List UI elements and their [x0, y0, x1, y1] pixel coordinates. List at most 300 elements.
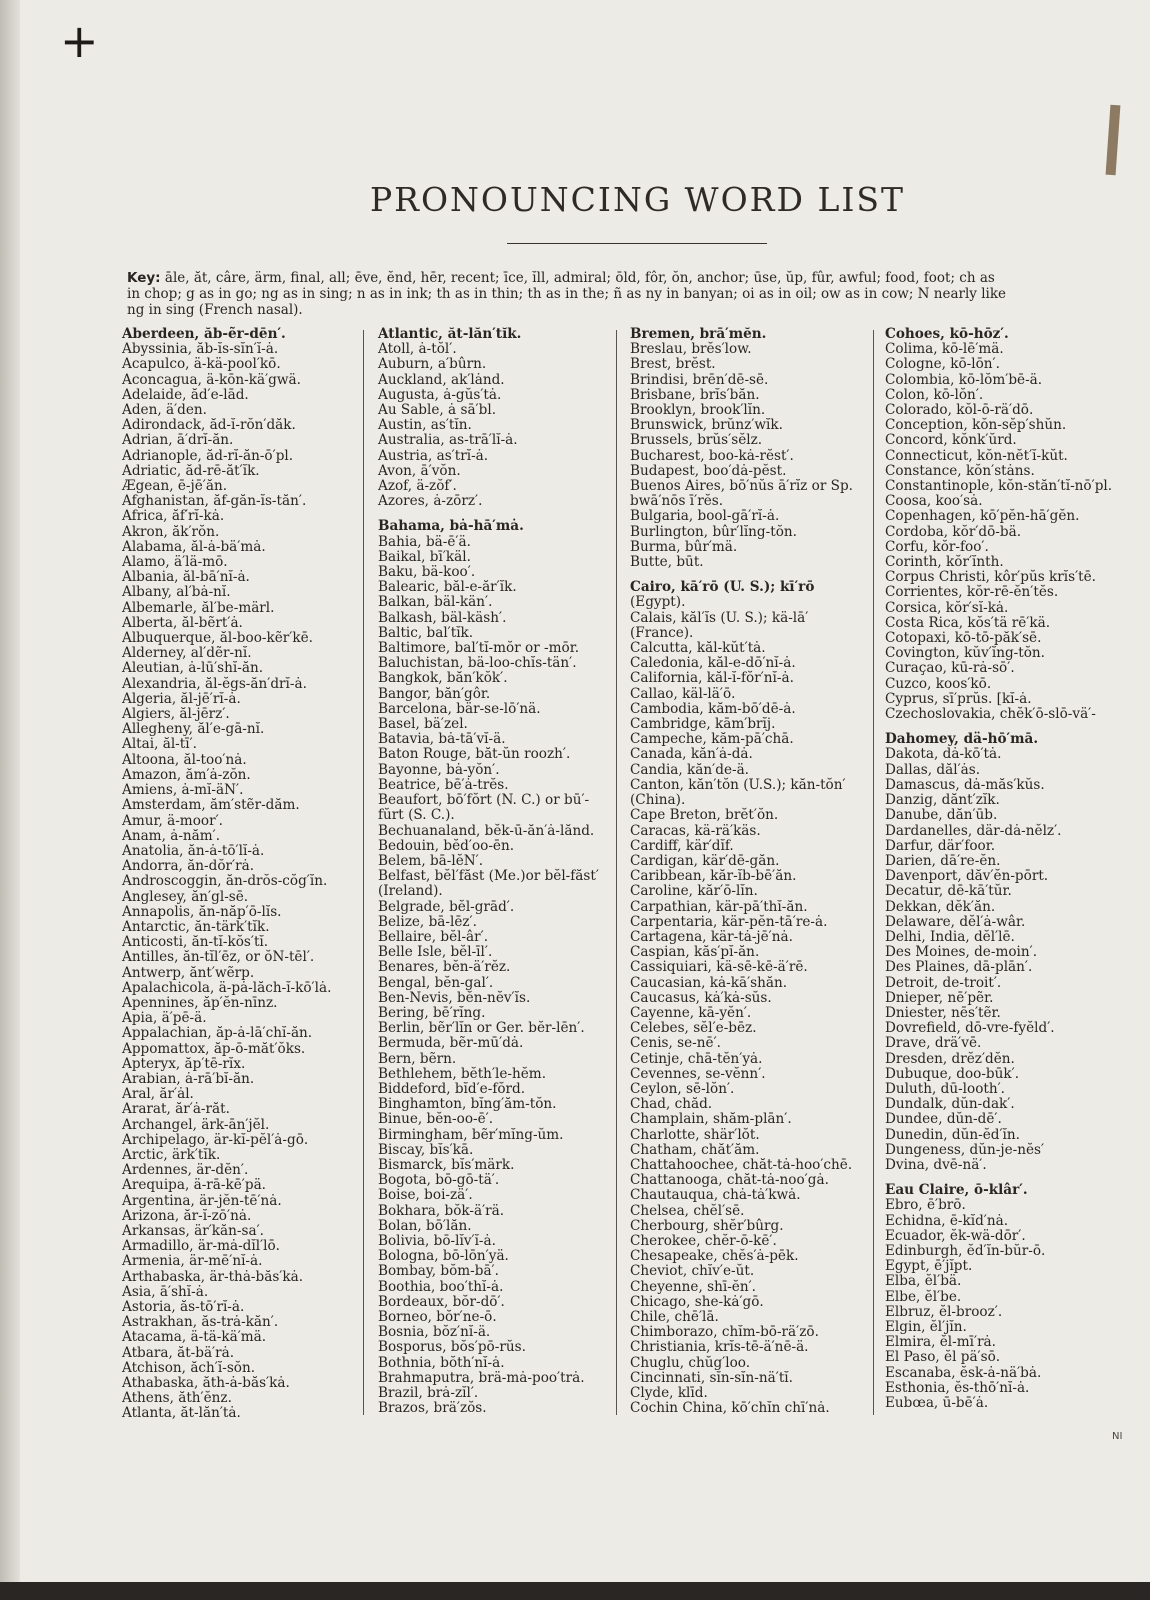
word-entry: Chicago, she-kȧ′gō.: [630, 1293, 764, 1310]
word-entry: Callao, käl-lä′ō.: [630, 685, 736, 702]
word-entry: Africa, ăf′rĭ-kȧ.: [122, 508, 225, 525]
word-entry: Atacama, ä-tä-kä′mä.: [122, 1329, 267, 1346]
word-entry: Acapulco, ä-kä-pool′kō.: [122, 356, 281, 373]
page-title: PRONOUNCING WORD LIST: [369, 180, 906, 219]
word-entry: Athens, ăth′ĕnz.: [122, 1390, 232, 1407]
word-entry: Andorra, ăn-dŏr′rȧ.: [122, 858, 255, 875]
word-entry: Ebro, ē′brō.: [885, 1197, 966, 1214]
word-entry: Copenhagen, kō′pĕn-hā′gĕn.: [885, 508, 1080, 525]
word-entry: Corrientes, kŏr-rē-ĕn′tĕs.: [885, 584, 1059, 601]
word-entry: Augusta, ȧ-gŭs′tȧ.: [378, 386, 502, 403]
word-entry: Alamo, ä′lä-mō.: [122, 554, 228, 571]
word-entry: Budapest, boo′dȧ-pĕst.: [630, 462, 787, 479]
word-column-3: [630, 327, 880, 1416]
word-entry: (Egypt).: [630, 594, 686, 611]
word-entry: Egypt, ē′jĭpt.: [885, 1258, 973, 1275]
word-entry: Dundee, dŭn-dē′.: [885, 1111, 1002, 1128]
word-entry: Curaçao, kū-rȧ-sō′.: [885, 660, 1015, 677]
word-entry: Caspian, kăs′pĭ-ăn.: [630, 944, 760, 961]
word-entry: Avon, ā′vŏn.: [378, 462, 461, 479]
word-entry: Charlotte, shär′lŏt.: [630, 1126, 760, 1143]
word-entry: Cyprus, sī′prŭs. [kĭ-ȧ.: [885, 690, 1032, 707]
word-entry: Corpus Christi, kôr′pŭs krĭs′tē.: [885, 569, 1097, 586]
word-entry: Alderney, al′dẽr-nĭ.: [122, 645, 252, 662]
word-entry: Bedouin, bĕd′oo-ēn.: [378, 837, 515, 854]
column-divider: [363, 330, 364, 1415]
word-entry: Apennines, ăp′ĕn-nīnz.: [122, 994, 278, 1011]
word-entry: Belfast, bĕl′făst (Me.)or bĕl-făst′: [378, 868, 599, 885]
word-entry: Buenos Aires, bō′nŭs ā′rĭz or Sp.: [630, 478, 853, 495]
word-entry: Cordoba, kŏr′dō-bä.: [885, 523, 1022, 540]
word-entry: Bologna, bō-lōn′yä.: [378, 1248, 509, 1265]
word-entry: Cayenne, kā-yĕn′.: [630, 1004, 752, 1021]
word-entry: Dundalk, dŭn-dak′.: [885, 1096, 1015, 1113]
word-entry: Bosporus, bŏs′pō-rŭs.: [378, 1339, 526, 1356]
word-entry: Amiens, ȧ-mĭ-äN′.: [122, 782, 244, 799]
word-entry: Barcelona, bär-se-lō′nä.: [378, 700, 541, 717]
word-entry: Anglesey, ăn′gl-sē.: [122, 888, 249, 905]
word-entry: Clyde, klīd.: [630, 1385, 708, 1402]
word-entry: Bengal, bĕn-gal′.: [378, 974, 494, 991]
word-entry: Altai, ăl-tī′.: [122, 736, 197, 753]
word-entry: California, kăl-ĭ-fŏr′nĭ-ȧ.: [630, 670, 794, 687]
word-entry: bwā′nōs ī′rĕs.: [630, 493, 724, 510]
word-entry: Aconcagua, ä-kōn-kä′gwä.: [122, 371, 301, 388]
word-entry: fŭrt (S. C.).: [378, 807, 455, 824]
word-entry: Carpentaria, kär-pĕn-tā′re-ȧ.: [630, 913, 828, 930]
word-entry: Echidna, ē-kĭd′nȧ.: [885, 1212, 1009, 1229]
word-entry: Bulgaria, bool-gā′rĭ-ȧ.: [630, 508, 780, 525]
word-entry: Dallas, dăl′ȧs.: [885, 761, 981, 778]
word-entry: Bolan, bō′lăn.: [378, 1217, 472, 1234]
key-line-2: in chop; g as in go; ng as in sing; n as in ink; th as in thin; th as in the; ñ as ny in banyan; oi as in oil; ow as in cow; N nearly like: [127, 286, 1007, 302]
word-entry: Baku, bä-koo′.: [378, 564, 476, 581]
word-entry: Brooklyn, brook′lĭn.: [630, 402, 766, 419]
word-entry: Christiania, krĭs-tē-ä′nē-ä.: [630, 1339, 809, 1356]
word-entry: Chattanooga, chăt-tȧ-noo′gȧ.: [630, 1172, 829, 1189]
word-entry: Bangor, băn′gôr.: [378, 685, 491, 702]
word-entry: Antarctic, ăn-tärk′tĭk.: [122, 918, 270, 935]
word-entry: (France).: [630, 624, 694, 641]
word-entry: Eubœa, ū-bē′ȧ.: [885, 1395, 989, 1412]
word-entry: Elbruz, ĕl-brooz′.: [885, 1303, 1003, 1320]
key-line-3: ng in sing (French nasal).: [127, 302, 303, 318]
word-entry: Bombay, bŏm-bā′.: [378, 1263, 499, 1280]
word-entry: Anam, ȧ-năm′.: [122, 827, 221, 844]
word-entry: Darfur, där′foor.: [885, 837, 996, 854]
word-entry: Brindisi, brēn′dē-sē.: [630, 371, 769, 388]
word-entry: Cotopaxi, kō-tō-păk′sē.: [885, 630, 1042, 647]
word-entry: Cheviot, chĭv′e-ŭt.: [630, 1263, 755, 1280]
word-entry: Elbe, ĕl′be.: [885, 1288, 962, 1305]
word-entry: Baton Rouge, băt-ŭn roozh′.: [378, 746, 571, 763]
word-entry: Bangkok, băn′kŏk′.: [378, 670, 508, 687]
word-entry: Ben-Nevis, bĕn-nĕv′ĭs.: [378, 989, 531, 1006]
word-entry: Belem, bā-lĕN′.: [378, 852, 484, 869]
word-entry: Apalachicola, ä-pȧ-lăch-ĭ-kō′lȧ.: [122, 979, 332, 996]
word-entry: Dahomey, dä-hō′mā.: [885, 731, 1039, 748]
word-entry: Duluth, dū-looth′.: [885, 1080, 1006, 1097]
word-entry: Apteryx, ăp′tē-rĭx.: [122, 1055, 246, 1072]
word-entry: Dunedin, dŭn-ĕd′ĭn.: [885, 1126, 1020, 1143]
word-entry: Arkansas, är′kăn-sa′.: [122, 1222, 264, 1239]
word-entry: Delhi, India, dĕl′lē.: [885, 928, 1015, 945]
word-entry: Costa Rica, kŏs′tä rē′kä.: [885, 614, 1051, 631]
word-entry: (China).: [630, 792, 686, 809]
word-entry: Allegheny, ăl′e-gā-nĭ.: [122, 721, 265, 738]
word-entry: Auckland, ak′lȧnd.: [378, 371, 505, 388]
word-entry: Chesapeake, chĕs′ȧ-pēk.: [630, 1248, 799, 1265]
word-entry: Dardanelles, där-dȧ-nĕlz′.: [885, 822, 1062, 839]
word-entry: Adrianople, ăd-rĭ-ăn-ō′pl.: [122, 447, 294, 464]
word-entry: Cherbourg, shĕr′bûrg.: [630, 1217, 784, 1234]
word-entry: Antilles, ăn-tĭl′ēz, or ŏN-tēl′.: [122, 949, 315, 966]
word-entry: Brazos, brä′zŏs.: [378, 1400, 487, 1417]
word-entry: Bremen, brā′mĕn.: [630, 326, 767, 342]
word-entry: Androscoggin, ăn-drŏs-cŏg′ĭn.: [122, 873, 328, 890]
word-entry: Bordeaux, bŏr-dō′.: [378, 1293, 505, 1310]
word-entry: Amazon, ăm′ȧ-zŏn.: [122, 766, 251, 783]
word-entry: Balkan, bäl-kän′.: [378, 594, 493, 611]
word-entry: Cologne, kō-lōn′.: [885, 356, 1000, 373]
word-entry: Balearic, băl-e-ăr′ĭk.: [378, 579, 517, 596]
word-entry: Arctic, ärk′tĭk.: [122, 1146, 221, 1163]
word-entry: Cheyenne, shī-ĕn′.: [630, 1278, 757, 1295]
word-entry: Candia, kăn′de-ä.: [630, 761, 750, 778]
word-entry: Algiers, ăl-jērz′.: [122, 706, 230, 723]
word-entry: Corsica, kŏr′sĭ-kȧ.: [885, 599, 1009, 616]
word-entry: Bahama, bȧ-hā′mȧ.: [378, 518, 524, 535]
word-entry: Darien, dā′re-ĕn.: [885, 852, 1001, 869]
word-entry: Astrakhan, ăs-trȧ-kăn′.: [122, 1314, 279, 1331]
word-entry: Chuglu, chŭg′loo.: [630, 1354, 751, 1371]
word-entry: Appomattox, ăp-ō-măt′ŏks.: [122, 1040, 306, 1057]
word-entry: Biscay, bĭs′kā.: [378, 1141, 474, 1158]
word-entry: Brest, brĕst.: [630, 356, 716, 373]
word-entry: Chile, chē′lā.: [630, 1309, 719, 1325]
word-entry: Armenia, är-mē′nĭ-ȧ.: [122, 1253, 263, 1270]
word-entry: Berlin, bẽr′lĭn or Ger. bĕr-lēn′.: [378, 1020, 585, 1037]
word-entry: Balkash, bäl-käsh′.: [378, 609, 507, 626]
word-entry: Dniester, nēs′tẽr.: [885, 1004, 1001, 1021]
word-entry: Des Moines, de-moin′.: [885, 944, 1038, 961]
word-entry: Colima, kō-lē′mä.: [885, 341, 1004, 358]
word-entry: Archipelago, är-kĭ-pĕl′ȧ-gō.: [122, 1131, 309, 1148]
word-entry: Alberta, ăl-bẽrt′ȧ.: [122, 614, 243, 631]
word-entry: Adriatic, ăd-rē-ăt′ĭk.: [122, 462, 260, 479]
title-rule: [507, 243, 767, 244]
word-entry: Baltic, bal′tĭk.: [378, 624, 474, 641]
word-entry: Bellaire, bĕl-âr′.: [378, 928, 489, 945]
word-column-2: [378, 327, 628, 1416]
word-entry: Anticosti, ăn-tĭ-kŏs′tĭ.: [122, 934, 269, 951]
word-entry: Belize, bā-lēz′.: [378, 913, 477, 930]
word-entry: Bermuda, bẽr-mū′dȧ.: [378, 1035, 524, 1052]
word-entry: Binue, bĕn-oo-ē′.: [378, 1111, 494, 1128]
word-entry: Alabama, ăl-ȧ-bä′mȧ.: [122, 538, 266, 555]
word-entry: Cambridge, kām′brĭj.: [630, 716, 776, 733]
word-entry: Arizona, ăr-ĭ-zō′nȧ.: [122, 1207, 252, 1224]
word-entry: Atlantic, ăt-lăn′tĭk.: [378, 326, 522, 342]
word-entry: Cherokee, chĕr-ō-kē′.: [630, 1232, 777, 1249]
word-entry: Archangel, ärk-ān′jĕl.: [122, 1116, 270, 1133]
word-entry: Cassiquiari, kä-sē-kē-ä′rē.: [630, 959, 808, 976]
word-entry: Baltimore, bal′tĭ-mŏr or -mōr.: [378, 640, 580, 657]
word-entry: Atlanta, ăt-lăn′tȧ.: [122, 1405, 241, 1422]
word-entry: Cairo, kā′rō (U. S.); kī′rō: [630, 579, 815, 596]
word-entry: Cambodia, kăm-bō′dē-ȧ.: [630, 700, 796, 717]
word-entry: Coosa, koo′sȧ.: [885, 493, 983, 510]
word-entry: Dresden, drĕz′dĕn.: [885, 1050, 1015, 1067]
word-entry: Conception, kŏn-sĕp′shŭn.: [885, 417, 1067, 434]
word-entry: Cochin China, kō′chĭn chī′nȧ.: [630, 1400, 830, 1417]
word-entry: Ægean, ē-jē′ăn.: [122, 478, 228, 495]
word-entry: Adrian, ā′drĭ-ăn.: [122, 432, 234, 449]
word-entry: Anatolia, ăn-ȧ-tō′lĭ-ȧ.: [122, 842, 265, 859]
word-entry: Arabian, ȧ-rā′bĭ-ăn.: [122, 1070, 255, 1087]
word-entry: Azof, ä-zŏf′.: [378, 478, 457, 495]
word-entry: El Paso, ĕl pä′sō.: [885, 1349, 1001, 1366]
word-entry: Boise, boi-zä′.: [378, 1187, 473, 1204]
word-entry: Davenport, dăv′ĕn-pōrt.: [885, 868, 1049, 885]
word-entry: Auburn, a′bûrn.: [378, 356, 487, 373]
word-entry: Chelsea, chĕl′sē.: [630, 1202, 745, 1219]
word-entry: Abyssinia, ăb-ĭs-sĭn′ĭ-ȧ.: [122, 341, 279, 358]
word-entry: Arequipa, ä-rā-kē′pä.: [122, 1177, 267, 1194]
word-entry: Algeria, ăl-jē′rĭ-ȧ.: [122, 690, 241, 707]
word-entry: Adelaide, ăd′e-lād.: [122, 386, 249, 403]
word-entry: Ararat, ăr′ȧ-răt.: [122, 1101, 230, 1118]
word-entry: Au Sable, ȧ sā′bl.: [378, 402, 497, 419]
word-entry: Caroline, kăr′ō-lĭn.: [630, 883, 758, 900]
word-entry: Constantinople, kŏn-stăn′tĭ-nō′pl.: [885, 478, 1113, 495]
word-entry: Chattahoochee, chăt-tȧ-hoo′chē.: [630, 1156, 853, 1173]
word-entry: Aden, ä′den.: [122, 402, 207, 419]
word-entry: Appalachian, ăp-ȧ-lā′chĭ-ăn.: [122, 1025, 313, 1042]
word-entry: Australia, as-trā′lĭ-ȧ.: [378, 432, 518, 449]
word-entry: Cohoes, kō-hōz′.: [885, 326, 1009, 342]
word-entry: Baluchistan, bä-loo-chĭs-tän′.: [378, 655, 577, 672]
word-entry: Delaware, dĕl′ȧ-wâr.: [885, 913, 1026, 930]
word-entry: Ecuador, ĕk-wä-dōr′.: [885, 1227, 1026, 1244]
word-entry: Danube, dăn′ūb.: [885, 807, 998, 824]
word-entry: Decatur, dē-kā′tŭr.: [885, 883, 1012, 900]
word-entry: Afghanistan, ăf-găn-ĭs-tăn′.: [122, 493, 307, 510]
word-entry: Campeche, kăm-pā′chā.: [630, 731, 794, 748]
word-entry: Austria, as′trĭ-ȧ.: [378, 447, 489, 464]
word-entry: Asia, ā′shĭ-ȧ.: [122, 1283, 209, 1300]
word-entry: Albemarle, ăl′be-märl.: [122, 599, 275, 616]
word-entry: Bucharest, boo-kȧ-rĕst′.: [630, 447, 794, 464]
footer-mark: NI: [1112, 1431, 1123, 1442]
word-entry: Edinburgh, ĕd′ĭn-bŭr-ō.: [885, 1242, 1046, 1259]
word-entry: Aberdeen, ăb-ẽr-dēn′.: [122, 326, 286, 342]
word-entry: Elmira, ĕl-mī′rȧ.: [885, 1334, 996, 1351]
word-entry: Amsterdam, ăm′stẽr-dăm.: [122, 797, 300, 814]
word-entry: Biddeford, bĭd′e-fŏrd.: [378, 1080, 526, 1097]
word-entry: Butte, būt.: [630, 554, 704, 571]
word-entry: Aleutian, ȧ-lū′shĭ-ăn.: [122, 660, 264, 677]
word-entry: Austin, as′tĭn.: [378, 417, 472, 434]
column-divider: [873, 330, 874, 1415]
word-entry: Albany, al′bȧ-nĭ.: [122, 584, 231, 601]
word-entry: Brisbane, brĭs′băn.: [630, 386, 760, 403]
word-entry: Dekkan, dĕk′ăn.: [885, 898, 996, 915]
word-entry: Apia, ä′pē-ä.: [122, 1010, 207, 1027]
word-entry: Des Plaines, dā-plān′.: [885, 959, 1033, 976]
word-entry: Constance, kŏn′stȧns.: [885, 462, 1035, 479]
word-entry: Chimborazo, chĭm-bō-rä′zō.: [630, 1324, 819, 1341]
word-entry: Detroit, de-troit′.: [885, 974, 1002, 991]
word-entry: Burlington, bûr′lĭng-tŏn.: [630, 523, 797, 540]
word-entry: Bechuanaland, bĕk-ū-ăn′ȧ-lănd.: [378, 822, 595, 839]
word-entry: Bogota, bō-gō-tä′.: [378, 1172, 500, 1189]
word-entry: Birmingham, bẽr′mĭng-ŭm.: [378, 1126, 564, 1143]
word-entry: Ceylon, sē-lŏn′.: [630, 1080, 735, 1097]
word-entry: Dnieper, nē′pẽr.: [885, 989, 994, 1006]
word-entry: Cevennes, se-vĕnn′.: [630, 1065, 766, 1082]
word-entry: Alexandria, ăl-ĕgs-ăn′drĭ-ȧ.: [122, 675, 307, 692]
word-entry: Amur, ä-moor′.: [122, 812, 223, 829]
word-entry: Benares, bĕn-ä′rĕz.: [378, 959, 511, 976]
word-entry: Antwerp, ănt′wẽrp.: [122, 964, 255, 981]
word-entry: Danzig, dănt′zĭk.: [885, 792, 1000, 809]
word-entry: Akron, ăk′rŏn.: [122, 523, 220, 540]
word-entry: Covington, kŭv′ĭng-tŏn.: [885, 645, 1045, 662]
word-entry: Chautauqua, chȧ-tȧ′kwȧ.: [630, 1187, 801, 1204]
word-entry: Czechoslovakia, chĕk′ō-slō-vä′-: [885, 706, 1096, 723]
word-entry: Elba, ĕl′bä.: [885, 1273, 962, 1290]
word-entry: Brunswick, brŭnz′wĭk.: [630, 417, 783, 434]
word-entry: Bokhara, bŏk-ä′rä.: [378, 1202, 505, 1219]
column-divider: [616, 330, 617, 1415]
word-entry: Atchison, ăch′ĭ-sŏn.: [122, 1359, 256, 1376]
word-entry: Dovrefield, dō-vre-fyĕld′.: [885, 1020, 1055, 1037]
word-entry: Canton, kăn′tŏn (U.S.); kăn-tŏn′: [630, 776, 846, 793]
word-entry: Esthonia, ĕs-thō′nĭ-ȧ.: [885, 1379, 1030, 1396]
word-entry: Bern, bẽrn.: [378, 1050, 457, 1067]
word-entry: Bayonne, bȧ-yŏn′.: [378, 761, 500, 778]
word-entry: Albania, ăl-bā′nĭ-ȧ.: [122, 569, 250, 586]
word-entry: Colorado, kŏl-ō-rä′dō.: [885, 402, 1034, 419]
word-entry: Binghamton, bĭng′ăm-tŏn.: [378, 1096, 557, 1113]
word-entry: Brahmaputra, brä-mȧ-poo′trȧ.: [378, 1369, 585, 1386]
word-entry: Borneo, bŏr′ne-ō.: [378, 1309, 497, 1325]
word-column-4: [885, 327, 1150, 1411]
word-entry: Dungeness, dŭn-je-nĕs′: [885, 1141, 1045, 1158]
word-entry: Caledonia, kăl-e-dō′nĭ-ȧ.: [630, 655, 796, 672]
word-entry: Belle Isle, bĕl-īl′.: [378, 944, 493, 961]
word-entry: Armadillo, är-mȧ-dĭl′lō.: [122, 1238, 281, 1255]
word-entry: Cetinje, chā-tĕn′yȧ.: [630, 1050, 763, 1067]
key-line-1: āle, ăt, câre, ärm, final, all; ēve, ĕnd, hēr, recent; īce, ĭll, admiral; ōld, fôr, ŏn, anchor; ūse, ŭp, fûr, awful; food, foot; ch as: [164, 270, 995, 286]
word-entry: Belgrade, bĕl-grād′.: [378, 898, 515, 915]
word-entry: Bothnia, bŏth′nĭ-ȧ.: [378, 1354, 505, 1371]
word-entry: Bismarck, bĭs′märk.: [378, 1156, 515, 1173]
word-entry: Connecticut, kŏn-nĕt′ĭ-kŭt.: [885, 447, 1068, 464]
word-entry: Albuquerque, ăl-boo-kẽr′kē.: [122, 630, 313, 647]
word-entry: Bolivia, bō-lĭv′ĭ-ȧ.: [378, 1232, 496, 1249]
word-entry: Champlain, shăm-plān′.: [630, 1111, 792, 1128]
word-entry: Caucasus, kȧ′kȧ-sŭs.: [630, 989, 772, 1006]
word-entry: Arthabaska, är-thȧ-băs′kȧ.: [122, 1268, 304, 1285]
word-entry: Carpathian, kär-pā′thĭ-ăn.: [630, 898, 808, 915]
word-entry: Dakota, dȧ-kō′tȧ.: [885, 746, 1002, 763]
word-entry: Burma, bûr′mä.: [630, 538, 738, 555]
word-entry: Boothia, boo′thĭ-ȧ.: [378, 1278, 504, 1295]
word-entry: Azores, ȧ-zōrz′.: [378, 493, 483, 510]
word-entry: Brazil, brȧ-zĭl′.: [378, 1385, 479, 1402]
word-entry: Cartagena, kär-tȧ-jē′nȧ.: [630, 928, 793, 945]
word-entry: Drave, drä′vē.: [885, 1035, 982, 1052]
word-entry: Damascus, dȧ-măs′kŭs.: [885, 776, 1045, 793]
word-entry: Astoria, ăs-tō′rĭ-ȧ.: [122, 1299, 245, 1315]
tape-mark: [1106, 105, 1121, 176]
word-entry: Chatham, chăt′ăm.: [630, 1141, 760, 1158]
word-entry: Altoona, ăl-too′nȧ.: [122, 751, 247, 768]
word-entry: Beaufort, bō′fŏrt (N. C.) or bū′-: [378, 792, 590, 809]
word-entry: Corinth, kŏr′ĭnth.: [885, 554, 1004, 571]
word-column-1: [122, 327, 372, 1422]
key-label: Key:: [127, 270, 161, 286]
word-entry: Beatrice, bē′ȧ-trĕs.: [378, 776, 509, 793]
word-entry: Dvina, dvē-nä′.: [885, 1156, 987, 1173]
word-entry: Cape Breton, brĕt′ŏn.: [630, 807, 779, 824]
word-entry: Aral, ăr′ȧl.: [122, 1086, 194, 1103]
word-entry: Escanaba, ĕsk-ȧ-nä′bȧ.: [885, 1364, 1042, 1381]
word-entry: Corfu, kŏr-foo′.: [885, 538, 989, 555]
word-entry: Brussels, brŭs′sĕlz.: [630, 432, 763, 449]
word-entry: Dubuque, doo-būk′.: [885, 1065, 1020, 1082]
word-entry: Argentina, är-jĕn-tē′nȧ.: [122, 1192, 282, 1209]
word-entry: Canada, kăn′ȧ-dȧ.: [630, 746, 753, 763]
word-entry: Colombia, kō-lŏm′bē-ä.: [885, 371, 1043, 388]
plus-mark: +: [60, 14, 99, 68]
word-entry: Bethlehem, bĕth′le-hĕm.: [378, 1065, 547, 1082]
page-binding-edge: [0, 0, 20, 1582]
word-entry: Basel, bä′zel.: [378, 716, 468, 733]
word-entry: Colon, kō-lŏn′.: [885, 386, 984, 403]
word-entry: Atbara, ăt-bä′rȧ.: [122, 1344, 235, 1361]
word-entry: Cenis, se-nē′.: [630, 1035, 721, 1052]
word-entry: Celebes, sĕl′e-bēz.: [630, 1020, 757, 1037]
word-entry: Elgin, ĕl′jĭn.: [885, 1319, 967, 1335]
word-entry: Calais, kăl′ĭs (U. S.); kä-lā′: [630, 609, 809, 626]
word-entry: Bahia, bä-ē′ä.: [378, 533, 471, 550]
word-entry: Baikal, bī′käl.: [378, 548, 471, 565]
word-entry: Bosnia, bŏz′nĭ-ä.: [378, 1324, 491, 1341]
word-entry: Cardigan, kär′dē-găn.: [630, 852, 780, 869]
word-entry: Chad, chăd.: [630, 1096, 713, 1113]
word-entry: Caucasian, kȧ-kā′shăn.: [630, 974, 788, 991]
word-entry: Concord, kŏnk′ŭrd.: [885, 432, 1017, 449]
word-entry: Annapolis, ăn-năp′ō-lĭs.: [122, 903, 282, 920]
word-entry: Atoll, ȧ-tŏl′.: [378, 341, 457, 358]
word-entry: Bering, bē′rĭng.: [378, 1004, 486, 1021]
word-entry: Eau Claire, ō-klâr′.: [885, 1182, 1028, 1199]
pronunciation-key: [127, 270, 1150, 318]
word-entry: Breslau, brĕs′low.: [630, 341, 752, 358]
word-entry: (Ireland).: [378, 883, 443, 900]
word-entry: Ardennes, är-dĕn′.: [122, 1162, 249, 1179]
word-entry: Cardiff, kär′dĭf.: [630, 837, 734, 854]
word-entry: Adirondack, ăd-ĭ-rŏn′dăk.: [122, 417, 296, 434]
word-entry: Athabaska, ăth-ȧ-băs′kȧ.: [122, 1375, 290, 1392]
word-entry: Caribbean, kăr-ĭb-bē′ăn.: [630, 868, 797, 885]
word-entry: Calcutta, kăl-kŭt′tȧ.: [630, 640, 766, 657]
word-entry: Batavia, bȧ-tā′vĭ-ä.: [378, 731, 506, 748]
word-entry: Caracas, kä-rä′käs.: [630, 822, 761, 839]
